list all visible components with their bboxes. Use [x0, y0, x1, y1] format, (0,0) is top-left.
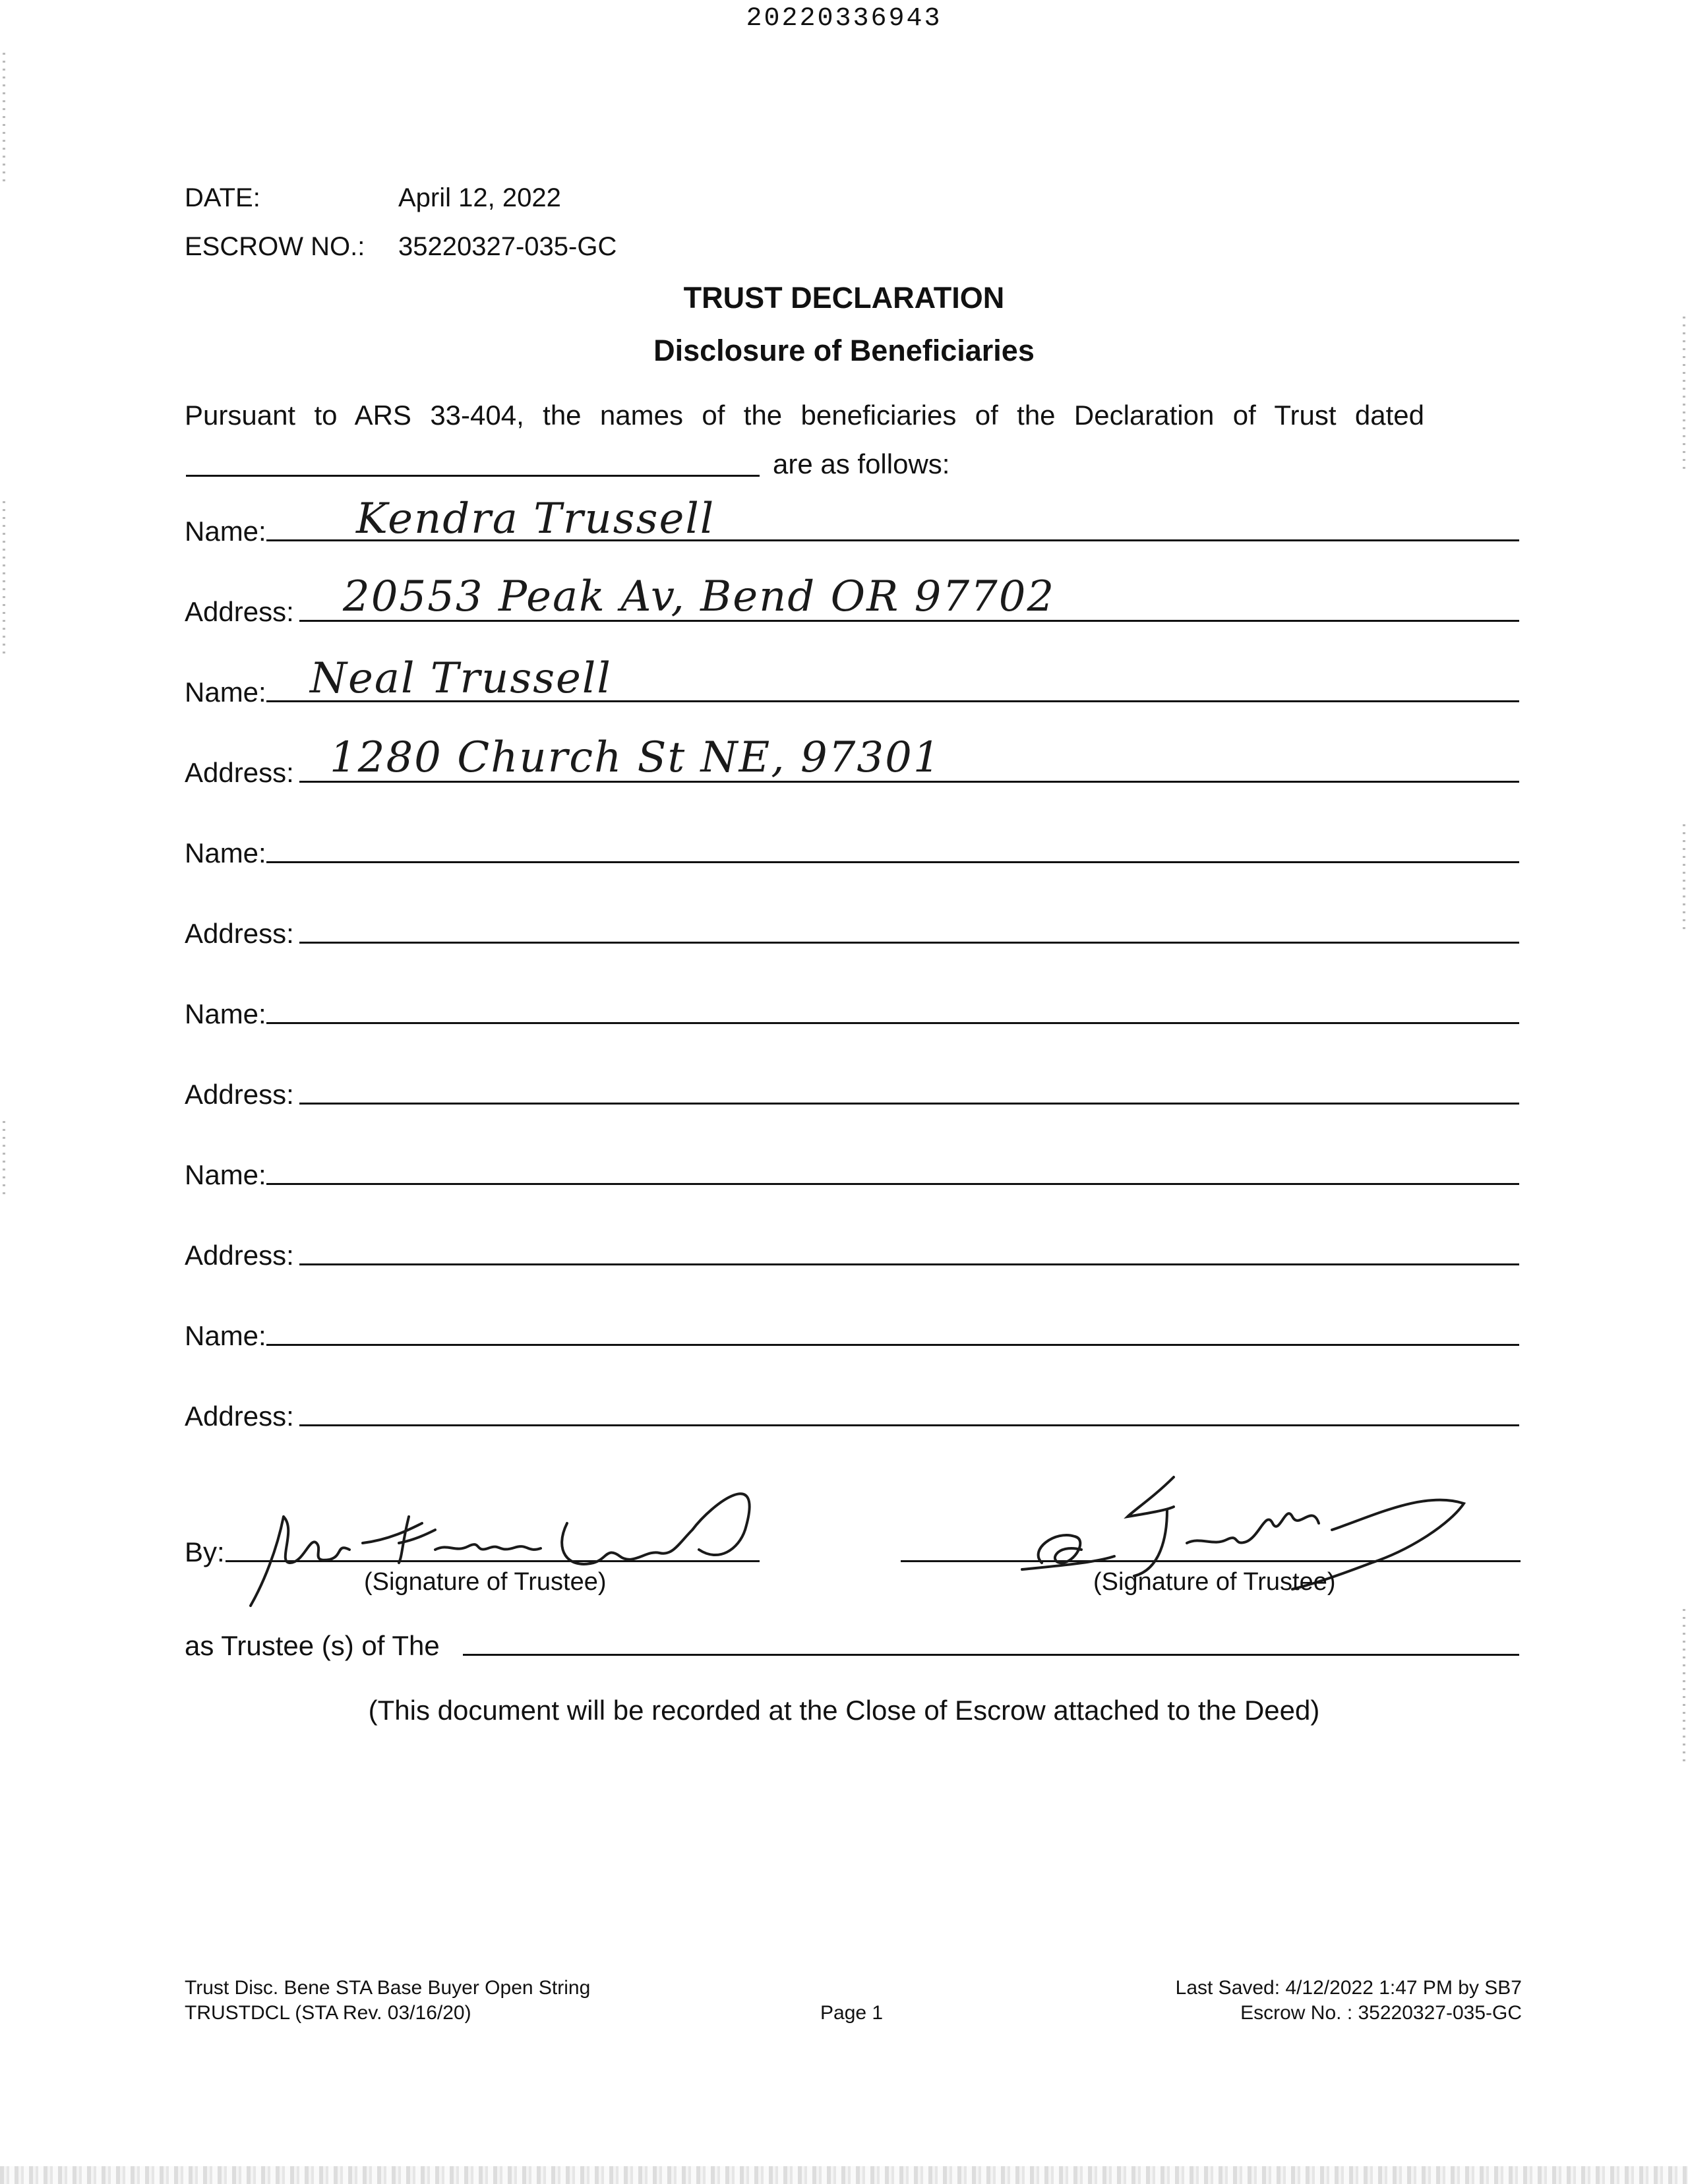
name-line [266, 1022, 1519, 1024]
address-label: Address: [185, 1240, 294, 1271]
address-label: Address: [185, 757, 294, 788]
trustee-of-label: as Trustee (s) of The [185, 1630, 440, 1661]
intro-line-1: Pursuant to ARS 33-404, the names of the beneficiaries of the Declaration of Trust dated [185, 400, 1424, 431]
address-line [299, 1103, 1519, 1105]
footer-form-name: Trust Disc. Bene STA Base Buyer Open String [185, 1977, 591, 1999]
scan-edge-artifact [1683, 824, 1685, 930]
by-label: By: [185, 1536, 225, 1567]
address-label: Address: [185, 918, 294, 949]
trust-name-line [463, 1654, 1519, 1656]
scan-bottom-artifact [0, 2166, 1688, 2184]
escrow-value: 35220327-035-GC [398, 232, 617, 261]
address-label: Address: [185, 1401, 294, 1432]
scan-edge-artifact [3, 501, 5, 659]
footer-last-saved: Last Saved: 4/12/2022 1:47 PM by SB7 [1175, 1977, 1522, 1999]
document-subtitle: Disclosure of Beneficiaries [653, 334, 1035, 367]
handwritten-name: Kendra Trussell [356, 495, 715, 543]
address-line [299, 1263, 1519, 1265]
address-line [299, 1424, 1519, 1426]
name-label: Name: [185, 516, 266, 547]
scan-edge-artifact [3, 53, 5, 185]
handwritten-address: 1280 Church St NE, 97301 [330, 733, 942, 782]
escrow-label: ESCROW NO.: [185, 232, 365, 261]
name-label: Name: [185, 677, 266, 708]
signature-caption-right: (Signature of Trustee) [1093, 1568, 1336, 1596]
name-line [266, 1344, 1519, 1346]
name-label: Name: [185, 837, 266, 868]
document-title: TRUST DECLARATION [683, 281, 1005, 315]
name-label: Name: [185, 1159, 266, 1190]
address-label: Address: [185, 1079, 294, 1110]
date-value: April 12, 2022 [398, 183, 561, 212]
handwritten-address: 20553 Peak Av, Bend OR 97702 [343, 572, 1056, 621]
signature-caption-left: (Signature of Trustee) [364, 1568, 607, 1596]
trust-date-blank [186, 475, 760, 477]
address-label: Address: [185, 596, 294, 627]
handwritten-name: Neal Trussell [310, 654, 612, 703]
scan-edge-artifact [1683, 1609, 1685, 1767]
footer-left [185, 1976, 590, 2026]
date-label: DATE: [185, 183, 260, 212]
footer-form-rev: TRUSTDCL (STA Rev. 03/16/20) [185, 2002, 471, 2024]
recording-number: 20220336943 [746, 4, 942, 34]
scan-edge-artifact [3, 1121, 5, 1200]
name-label: Name: [185, 998, 266, 1029]
footer-escrow-no: Escrow No. : 35220327-035-GC [1240, 2002, 1522, 2024]
intro-line-2: are as follows: [773, 448, 950, 479]
footer-page-number: Page 1 [820, 2002, 884, 2024]
name-line [266, 1183, 1519, 1185]
address-line [299, 942, 1519, 944]
name-label: Name: [185, 1320, 266, 1351]
name-line [266, 861, 1519, 863]
footer-right [1176, 1976, 1522, 2026]
recording-note: (This document will be recorded at the Close of Escrow attached to the Deed) [368, 1695, 1320, 1726]
